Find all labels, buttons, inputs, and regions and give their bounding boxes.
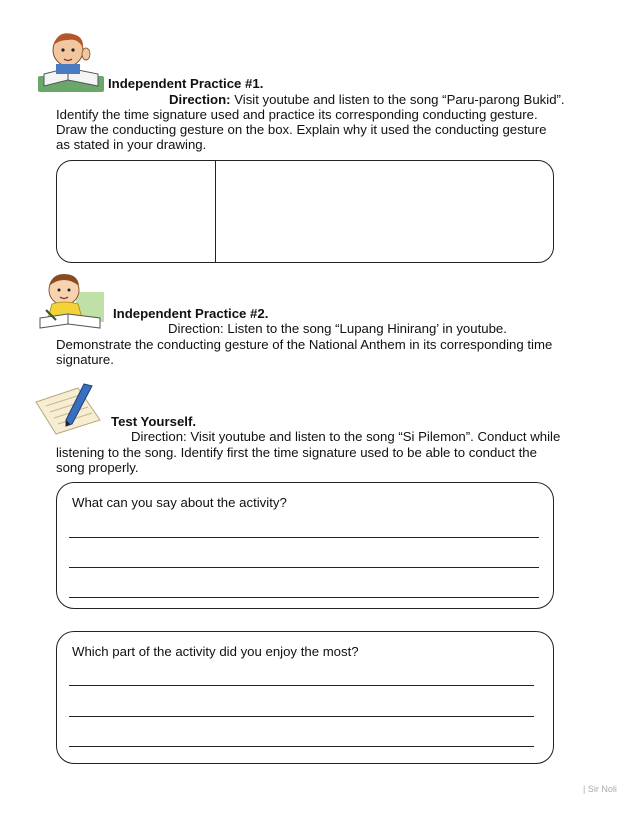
practice1-direction	[169, 92, 565, 107]
test-line-2: song properly.	[56, 460, 139, 475]
practice1-title: Independent Practice #1.	[108, 76, 264, 91]
practice2-line-2: signature.	[56, 352, 114, 367]
reflection-prompt-1: What can you say about the activity?	[72, 495, 287, 510]
answer-line[interactable]	[69, 746, 534, 747]
practice2-line-1: Demonstrate the conducting gesture of the National Anthem in its corresponding time	[56, 337, 553, 352]
test-direction: Direction: Visit youtube and listen to the song “Si Pilemon”. Conduct while	[131, 429, 561, 444]
practice2-direction: Direction: Listen to the song “Lupang Hinirang’ in youtube.	[168, 321, 507, 336]
footer-author: | Sir Noli	[583, 784, 617, 794]
practice2-title: Independent Practice #2.	[113, 306, 269, 321]
answer-line[interactable]	[69, 597, 539, 598]
practice1-line-1: Identify the time signature used and practice its corresponding conducting gesture.	[56, 107, 538, 122]
drawing-box-divider	[215, 161, 216, 262]
practice1-line-2: Draw the conducting gesture on the box. Explain why it used the conducting gesture	[56, 122, 547, 137]
answer-line[interactable]	[69, 685, 534, 686]
answer-line[interactable]	[69, 716, 534, 717]
answer-line[interactable]	[69, 567, 539, 568]
test-line-1: listening to the song. Identify first the time signature used to be able to conduct the	[56, 445, 537, 460]
paper-pen-clipart	[32, 380, 108, 438]
answer-line[interactable]	[69, 537, 539, 538]
practice1-direction-label: Direction:	[169, 92, 231, 107]
test-title: Test Yourself.	[111, 414, 197, 429]
drawing-box[interactable]	[56, 160, 554, 263]
practice1-line-3: as stated in your drawing.	[56, 137, 207, 152]
reflection-prompt-2: Which part of the activity did you enjoy the most?	[72, 644, 359, 659]
boy-writing-clipart	[34, 270, 106, 332]
boy-reading-clipart	[38, 28, 104, 94]
practice1-direction-text: Visit youtube and listen to the song “Paru-parong Bukid”.	[230, 92, 565, 107]
